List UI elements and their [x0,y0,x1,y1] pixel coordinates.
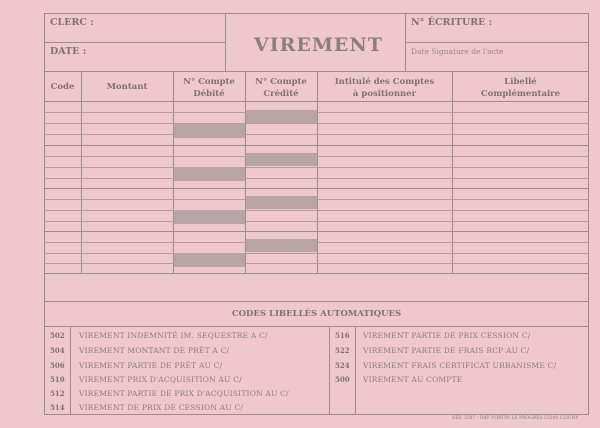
codes-title: CODES LIBELLÉS AUTOMATIQUES [231,309,402,319]
code-text: VIREMENT PRIX D'ACQUISITION AU C/ [79,375,242,384]
code-number: 514 [50,403,65,412]
col-header-montant: Montant [106,82,148,92]
col-header-intitule: Intitulé des Comptes à positionner [334,77,435,99]
row-line [44,178,589,179]
group-line [44,231,589,232]
footer-reference: RÉF. 2587 - IMP. FORTIN LE PROGRÈS 53100 CLICHY [452,416,579,421]
code-number: 522 [335,346,350,355]
shaded-cell [174,124,245,138]
code-text: VIREMENT PARTIE DE PRIX D'ACQUISITION AU C/ [79,389,289,398]
shaded-cell [174,167,245,181]
shaded-cell [246,239,317,252]
signature-label: Date Signature de l'acte [411,47,504,56]
code-number: 524 [335,361,350,370]
group-line [44,145,589,146]
table-bottom [44,273,589,274]
code-text: VIREMENT PARTIE DE PRIX CESSION C/ [363,331,531,340]
col-header-libelle: Libellé Complémentaire [480,77,561,99]
code-number: 510 [50,375,65,384]
code-text: VIREMENT MONTANT DE PRÊT A C/ [79,346,230,355]
shaded-cell [246,110,317,123]
col-header-code: Code [50,82,75,92]
codes-right-divider [355,326,356,415]
codes-middle-divider [329,326,330,415]
row-line [44,167,589,168]
col-header-debite: N° Compte Débité [183,77,235,99]
code-number: 500 [335,375,350,384]
code-text: VIREMENT AU COMPTE [363,375,463,384]
row-line [44,221,589,222]
code-number: 504 [50,346,65,355]
row-line [44,263,589,264]
date-label: DATE : [50,46,87,57]
codes-top [44,301,589,302]
group-line [44,188,589,189]
shaded-cell [246,196,317,209]
header-mid-right [405,42,589,43]
header-divider-left [225,13,226,71]
code-text: VIREMENT INDEMNITÉ IM. SEQUESTRE A C/ [79,331,268,340]
shaded-cell [174,253,245,267]
codes-title-bottom [44,326,589,327]
row-line [44,253,589,254]
page-title: VIREMENT [254,34,383,56]
table-header-bottom [44,101,589,102]
code-text: VIREMENT FRAIS CERTIFICAT URBANISME C/ [363,361,557,370]
clerc-label: CLERC : [50,17,94,28]
code-number: 516 [335,331,350,340]
ecriture-label: N° ÉCRITURE : [411,17,493,28]
shaded-cell [174,210,245,224]
code-text: VIREMENT PARTIE DE FRAIS RCP AU C/ [363,346,530,355]
header-mid-left [44,42,225,43]
code-number: 502 [50,331,65,340]
code-number: 512 [50,389,65,398]
code-text: VIREMENT DE PRIX DE CESSION AU C/ [79,403,244,412]
col-header-credite: N° Compte Crédité [255,77,307,99]
row-line [44,123,589,124]
shaded-cell [246,153,317,166]
code-text: VIREMENT PARTIE DE PRÊT AU C/ [79,361,223,370]
row-line [44,134,589,135]
code-number: 506 [50,361,65,370]
codes-left-divider [70,326,71,415]
row-line [44,210,589,211]
